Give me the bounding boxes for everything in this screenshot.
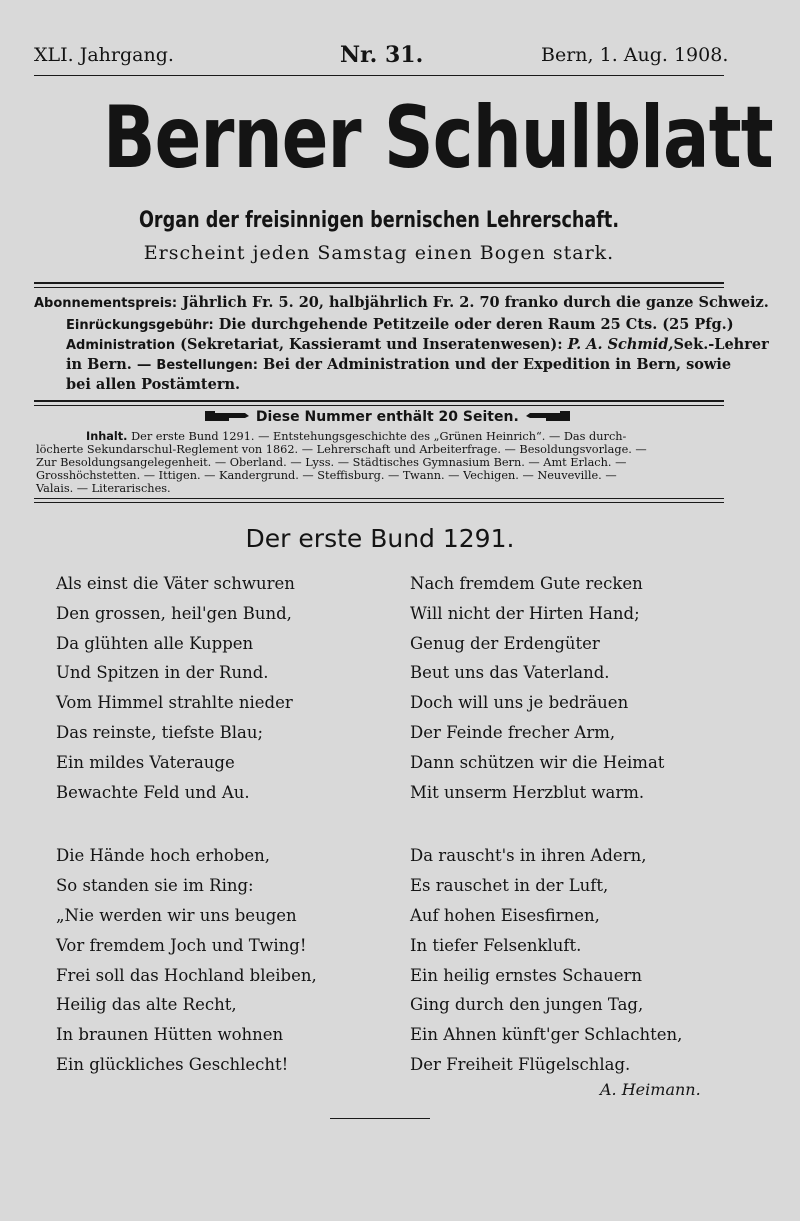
page-title: Berner Schulblatt <box>103 88 773 188</box>
poem-line: Genug der Erdengüter <box>410 633 600 653</box>
insertion-text: Die durchgehende Petitzeile oder deren Raum 25 Cts. (25 Pfg.) <box>218 316 734 333</box>
rule <box>34 405 724 406</box>
insertion-label: Einrückungsgebühr: <box>66 318 214 333</box>
poem-line: Die Hände hoch erhoben, <box>56 846 271 866</box>
rule <box>34 287 724 288</box>
poem-line: Bewachte Feld und Au. <box>56 782 250 802</box>
poem-line: So standen sie im Ring: <box>56 876 254 896</box>
poem-line: Der Freiheit Flügelschlag. <box>410 1055 631 1074</box>
poem-line: Da rauscht's in ihren Adern, <box>410 846 647 866</box>
administration-line <box>66 336 769 353</box>
volume-label: XLI. Jahrgang. <box>34 44 174 66</box>
insertion-line <box>66 316 734 333</box>
contents-line-3: Zur Besoldungsangelegenheit. — Oberland. — Lyss. — Städtisches Gymnasium Bern. — Amt Erlach. — <box>36 456 627 469</box>
poem-line: „Nie werden wir uns beugen <box>56 906 297 925</box>
issue-number: Nr. 31. <box>340 42 424 68</box>
contents-label: Inhalt. <box>86 430 128 443</box>
administrator-name: P. A. Schmid, <box>567 336 674 353</box>
poem-line: Und Spitzen in der Rund. <box>56 663 269 683</box>
contents-line-4: Grosshöchstetten. — Ittigen. — Kandergrund. — Steffisburg. — Twann. — Vechigen. — Neuveville. — <box>36 469 617 482</box>
poem-line: Nach fremdem Gute recken <box>410 574 643 593</box>
post-offices-line: bei allen Postämtern. <box>66 376 241 393</box>
contents-line-5: Valais. — Literarisches. <box>36 482 171 495</box>
poem-title: Der erste Bund 1291. <box>245 524 515 553</box>
orders-text: Bei der Administration und der Expedition in Bern, sowie <box>262 356 732 373</box>
poem-line: Doch will uns je bedräuen <box>410 693 629 713</box>
closing-rule <box>330 1118 430 1119</box>
poem-line: Heilig das alte Recht, <box>56 995 237 1015</box>
administration-label: Administration <box>66 338 176 353</box>
poem-line: Beut uns das Vaterland. <box>410 663 610 683</box>
subscription-line <box>34 294 769 311</box>
poem-line: Ein mildes Vaterauge <box>56 752 235 772</box>
contents-line-2: löcherte Sekundarschul-Reglement von 1862. — Lehrerschaft und Arbeiterfrage. — Besoldungsvorlage. — <box>36 443 647 456</box>
poem-line: Der Feinde frecher Arm, <box>410 723 616 742</box>
poem-line: Ein glückliches Geschlecht! <box>56 1055 289 1074</box>
poem-line: Da glühten alle Kuppen <box>56 633 254 653</box>
poem-line: Frei soll das Hochland bleiben, <box>56 965 317 985</box>
administration-place: in Bern. — <box>66 356 152 373</box>
poem-author: A. Heimann. <box>600 1080 701 1099</box>
subtitle: Organ der freisinnigen bernischen Lehrerschaft. <box>138 208 620 233</box>
poem-line: Den grossen, heil'gen Bund, <box>56 603 292 623</box>
poem-line: Will nicht der Hirten Hand; <box>410 603 640 623</box>
subscription-text: Jährlich Fr. 5. 20, halbjährlich Fr. 2. 70 franko durch die ganze Schweiz. <box>182 294 769 311</box>
poem-line: In braunen Hütten wohnen <box>56 1025 284 1045</box>
notice-text: Diese Nummer enthält 20 Seiten. <box>255 409 519 425</box>
publication-frequency: Erscheint jeden Samstag einen Bogen stark. <box>143 242 615 264</box>
poem-line: Dann schützen wir die Heimat <box>410 752 665 772</box>
poem-line: Vor fremdem Joch und Twing! <box>56 935 307 955</box>
rule <box>34 498 724 499</box>
header-rule <box>34 75 724 76</box>
pointing-hand-right-icon <box>205 409 256 425</box>
poem-line: Ein heilig ernstes Schauern <box>410 965 642 985</box>
rule <box>34 400 724 402</box>
rule <box>34 502 724 503</box>
rule <box>34 282 724 284</box>
contents-text: Der erste Bund 1291. — Entstehungsgeschichte des „Grünen Heinrich“. — Das durch- <box>131 430 627 443</box>
poem-line: Das reinste, tiefste Blau; <box>56 723 263 742</box>
page-count-notice <box>205 409 570 425</box>
administration-text: (Sekretariat, Kassieramt und Inseratenwesen): <box>180 336 563 353</box>
place-date: Bern, 1. Aug. 1908. <box>541 44 729 66</box>
poem-line: Ein Ahnen künft'ger Schlachten, <box>410 1025 683 1045</box>
pointing-hand-left-icon <box>524 409 570 425</box>
orders-label: Bestellungen: <box>156 358 258 373</box>
contents-line-1 <box>86 430 776 443</box>
poem-line: Als einst die Väter schwuren <box>56 574 295 593</box>
poem-line: Auf hohen Eisesfirnen, <box>410 906 600 925</box>
orders-line <box>66 356 731 373</box>
poem-line: Es rauschet in der Luft, <box>410 876 609 896</box>
poem-line: In tiefer Felsenkluft. <box>410 935 582 955</box>
poem-line: Ging durch den jungen Tag, <box>410 995 644 1015</box>
administrator-title: Sek.-Lehrer <box>673 336 769 353</box>
subscription-label: Abonnementspreis: <box>34 296 178 311</box>
poem-line: Vom Himmel strahlte nieder <box>56 693 293 713</box>
poem-line: Mit unserm Herzblut warm. <box>410 782 645 802</box>
